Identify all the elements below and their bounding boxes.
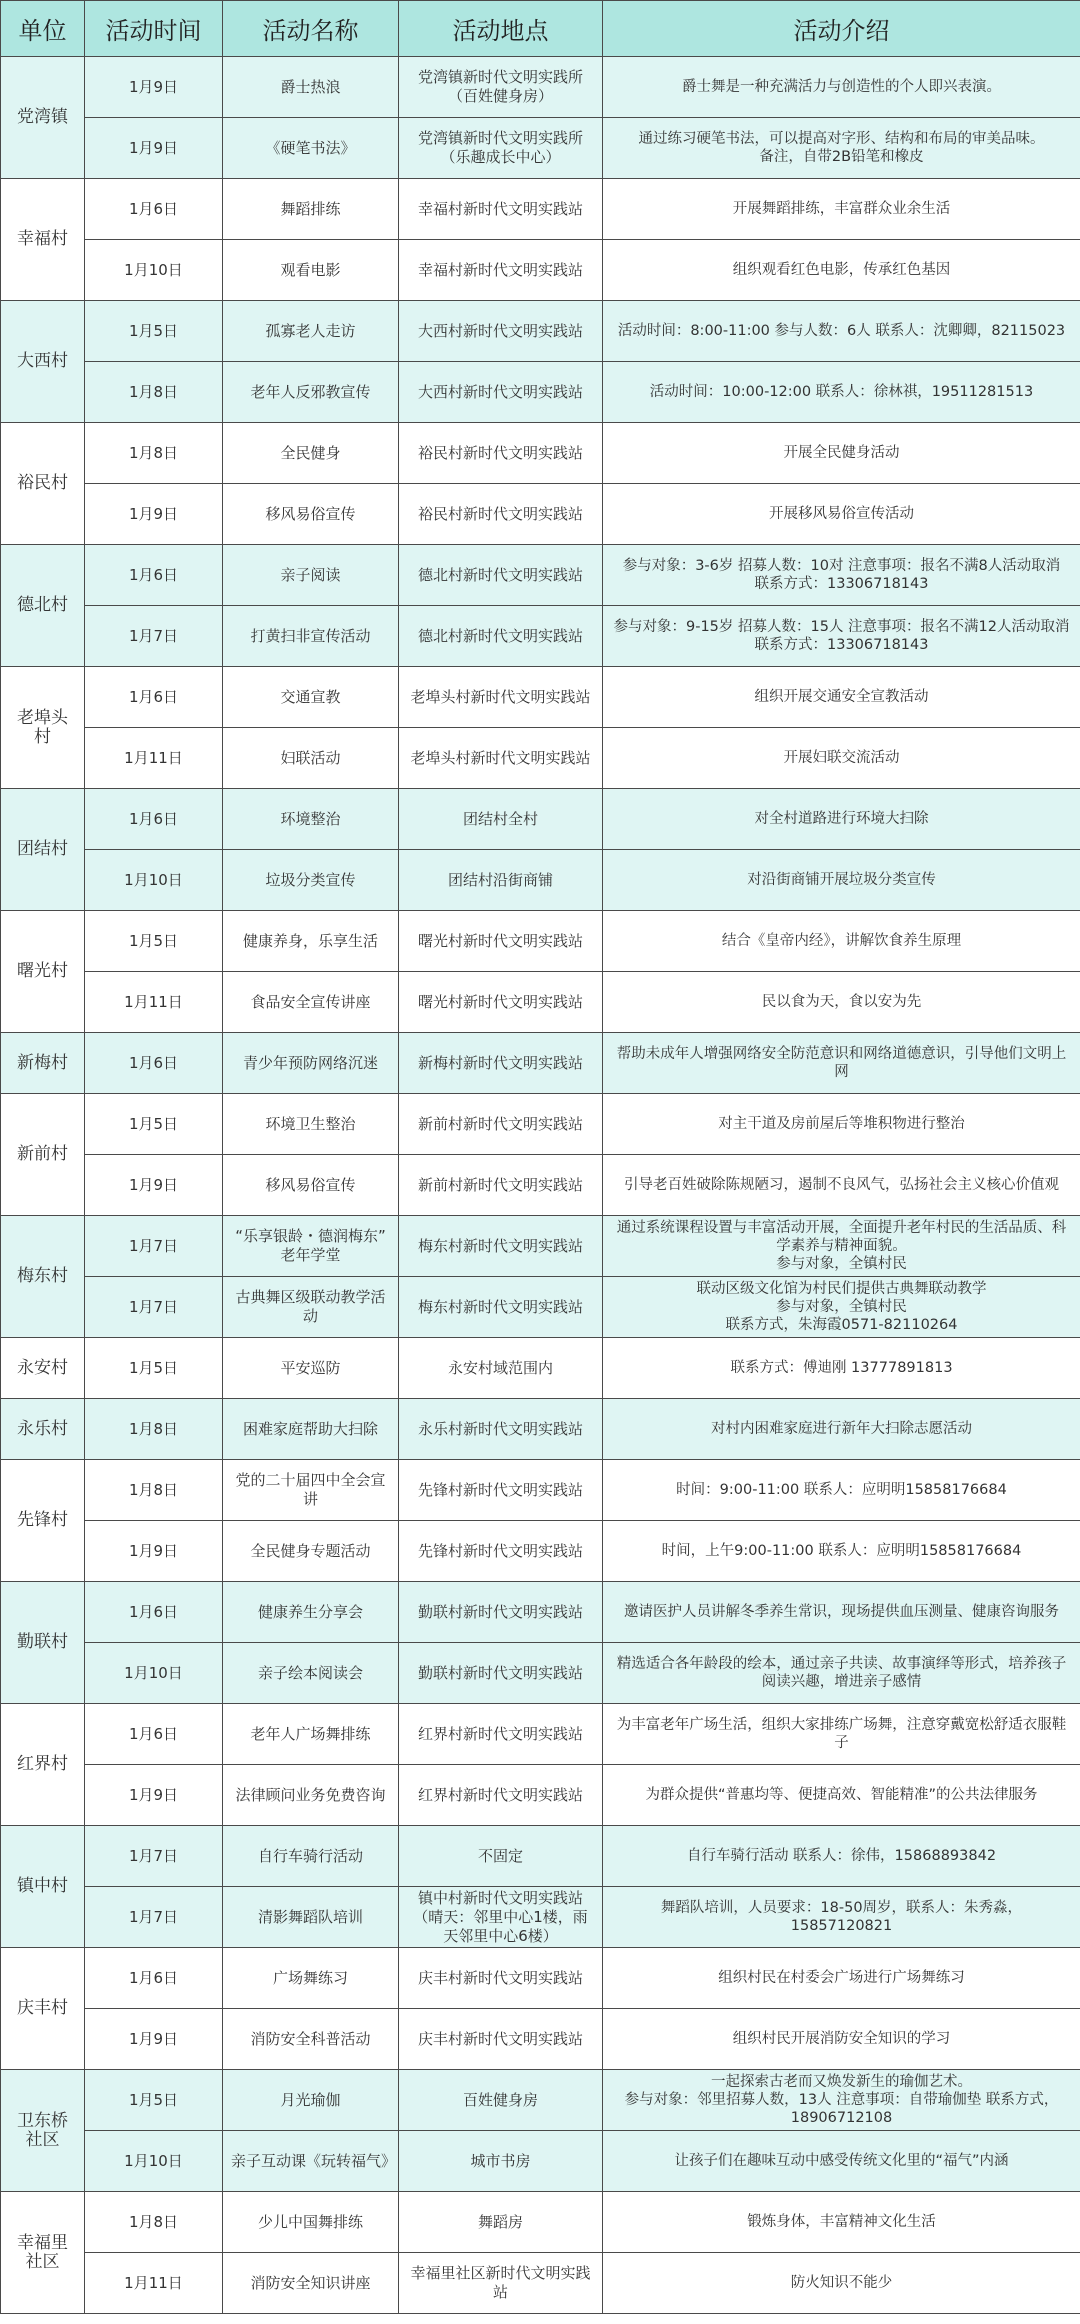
- cell-place: 红界村新时代文明实践站: [399, 1704, 603, 1765]
- cell-date: 1月8日: [85, 362, 223, 423]
- cell-unit: 新前村: [1, 1094, 85, 1216]
- cell-date: 1月10日: [85, 240, 223, 301]
- cell-place: 曙光村新时代文明实践站: [399, 972, 603, 1033]
- table-row: [1, 2009, 1080, 2070]
- cell-place: 新梅村新时代文明实践站: [399, 1033, 603, 1094]
- table-row: [1, 2131, 1080, 2192]
- cell-activity-name: 青少年预防网络沉迷: [223, 1033, 399, 1094]
- cell-activity-name: 法律顾问业务免费咨询: [223, 1765, 399, 1826]
- cell-date: 1月6日: [85, 545, 223, 606]
- cell-intro: 参与对象：9-15岁 招募人数：15人 注意事项：报名不满12人活动取消 联系方式：13306718143: [603, 606, 1080, 667]
- cell-place: 不固定: [399, 1826, 603, 1887]
- cell-unit: 庆丰村: [1, 1948, 85, 2070]
- cell-date: 1月6日: [85, 179, 223, 240]
- cell-activity-name: 交通宣教: [223, 667, 399, 728]
- cell-activity-name: 党的二十届四中全会宣讲: [223, 1460, 399, 1521]
- cell-place: 先锋村新时代文明实践站: [399, 1460, 603, 1521]
- cell-activity-name: 消防安全科普活动: [223, 2009, 399, 2070]
- table-row: [1, 1582, 1080, 1643]
- cell-activity-name: 平安巡防: [223, 1338, 399, 1399]
- cell-activity-name: 观看电影: [223, 240, 399, 301]
- cell-unit: 大西村: [1, 301, 85, 423]
- cell-date: 1月8日: [85, 423, 223, 484]
- cell-unit: 裕民村: [1, 423, 85, 545]
- cell-intro: 活动时间：8:00-11:00 参与人数：6人 联系人：沈卿卿，82115023: [603, 301, 1080, 362]
- table-row: [1, 1643, 1080, 1704]
- cell-place: 德北村新时代文明实践站: [399, 545, 603, 606]
- cell-intro: 开展移风易俗宣传活动: [603, 484, 1080, 545]
- cell-place: 德北村新时代文明实践站: [399, 606, 603, 667]
- cell-place: 新前村新时代文明实践站: [399, 1094, 603, 1155]
- cell-unit: 幸福村: [1, 179, 85, 301]
- table-row: [1, 1521, 1080, 1582]
- cell-date: 1月6日: [85, 1582, 223, 1643]
- cell-date: 1月11日: [85, 2253, 223, 2314]
- cell-place: 裕民村新时代文明实践站: [399, 423, 603, 484]
- cell-unit: 曙光村: [1, 911, 85, 1033]
- cell-intro: 锻炼身体，丰富精神文化生活: [603, 2192, 1080, 2253]
- cell-place: 先锋村新时代文明实践站: [399, 1521, 603, 1582]
- cell-place: 永乐村新时代文明实践站: [399, 1399, 603, 1460]
- cell-activity-name: 健康养生分享会: [223, 1582, 399, 1643]
- cell-activity-name: 自行车骑行活动: [223, 1826, 399, 1887]
- cell-date: 1月6日: [85, 667, 223, 728]
- cell-activity-name: 少儿中国舞排练: [223, 2192, 399, 2253]
- table-row: [1, 57, 1080, 118]
- cell-activity-name: 爵士热浪: [223, 57, 399, 118]
- cell-date: 1月7日: [85, 606, 223, 667]
- cell-place: 团结村沿街商铺: [399, 850, 603, 911]
- table-row: [1, 1094, 1080, 1155]
- cell-intro: 为群众提供“普惠均等、便捷高效、智能精准”的公共法律服务: [603, 1765, 1080, 1826]
- cell-place: 大西村新时代文明实践站: [399, 301, 603, 362]
- table-row: [1, 545, 1080, 606]
- cell-place: 勤联村新时代文明实践站: [399, 1582, 603, 1643]
- cell-intro: 联动区级文化馆为村民们提供古典舞联动教学 参与对象，全镇村民 联系方式，朱海霞0571-82110264: [603, 1277, 1080, 1338]
- cell-activity-name: 食品安全宣传讲座: [223, 972, 399, 1033]
- cell-place: 庆丰村新时代文明实践站: [399, 1948, 603, 2009]
- cell-date: 1月10日: [85, 1643, 223, 1704]
- cell-intro: 开展妇联交流活动: [603, 728, 1080, 789]
- table-row: [1, 118, 1080, 179]
- cell-date: 1月5日: [85, 1338, 223, 1399]
- cell-intro: 爵士舞是一种充满活力与创造性的个人即兴表演。: [603, 57, 1080, 118]
- cell-intro: 舞蹈队培训，人员要求：18-50周岁，联系人：朱秀淼，15857120821: [603, 1887, 1080, 1948]
- cell-place: 百姓健身房: [399, 2070, 603, 2131]
- table-row: [1, 362, 1080, 423]
- cell-unit: 勤联村: [1, 1582, 85, 1704]
- cell-activity-name: 移风易俗宣传: [223, 1155, 399, 1216]
- cell-activity-name: 舞蹈排练: [223, 179, 399, 240]
- cell-intro: 防火知识不能少: [603, 2253, 1080, 2314]
- cell-intro: 精选适合各年龄段的绘本，通过亲子共读、故事演绎等形式，培养孩子阅读兴趣，增进亲子感情: [603, 1643, 1080, 1704]
- header-unit: 单位: [1, 1, 85, 57]
- cell-intro: 对主干道及房前屋后等堆积物进行整治: [603, 1094, 1080, 1155]
- cell-intro: 开展舞蹈排练，丰富群众业余生活: [603, 179, 1080, 240]
- table-row: [1, 179, 1080, 240]
- cell-date: 1月6日: [85, 1948, 223, 2009]
- table-row: [1, 789, 1080, 850]
- table-row: [1, 667, 1080, 728]
- cell-activity-name: 孤寡老人走访: [223, 301, 399, 362]
- cell-activity-name: 月光瑜伽: [223, 2070, 399, 2131]
- table-row: [1, 1948, 1080, 2009]
- cell-unit: 梅东村: [1, 1216, 85, 1338]
- cell-date: 1月10日: [85, 2131, 223, 2192]
- cell-unit: 党湾镇: [1, 57, 85, 179]
- cell-intro: 邀请医护人员讲解冬季养生常识，现场提供血压测量、健康咨询服务: [603, 1582, 1080, 1643]
- cell-intro: 时间：9:00-11:00 联系人：应明明15858176684: [603, 1460, 1080, 1521]
- cell-place: 城市书房: [399, 2131, 603, 2192]
- table-row: [1, 606, 1080, 667]
- cell-activity-name: 移风易俗宣传: [223, 484, 399, 545]
- cell-activity-name: 垃圾分类宣传: [223, 850, 399, 911]
- cell-intro: 让孩子们在趣味互动中感受传统文化里的“福气”内涵: [603, 2131, 1080, 2192]
- cell-place: 舞蹈房: [399, 2192, 603, 2253]
- cell-activity-name: 古典舞区级联动教学活动: [223, 1277, 399, 1338]
- cell-date: 1月5日: [85, 2070, 223, 2131]
- cell-place: 曙光村新时代文明实践站: [399, 911, 603, 972]
- cell-intro: 开展全民健身活动: [603, 423, 1080, 484]
- table-row: [1, 1033, 1080, 1094]
- cell-intro: 对全村道路进行环境大扫除: [603, 789, 1080, 850]
- cell-unit: 永安村: [1, 1338, 85, 1399]
- cell-activity-name: 老年人广场舞排练: [223, 1704, 399, 1765]
- cell-place: 党湾镇新时代文明实践所（乐趣成长中心）: [399, 118, 603, 179]
- cell-unit: 先锋村: [1, 1460, 85, 1582]
- cell-intro: 通过系统课程设置与丰富活动开展，全面提升老年村民的生活品质、科学素养与精神面貌。 参与对象，全镇村民: [603, 1216, 1080, 1277]
- cell-place: 裕民村新时代文明实践站: [399, 484, 603, 545]
- cell-unit: 幸福里社区: [1, 2192, 85, 2314]
- cell-activity-name: 全民健身: [223, 423, 399, 484]
- cell-date: 1月9日: [85, 1521, 223, 1582]
- cell-intro: 组织开展交通安全宣教活动: [603, 667, 1080, 728]
- cell-intro: 组织村民开展消防安全知识的学习: [603, 2009, 1080, 2070]
- cell-place: 镇中村新时代文明实践站（晴天：邻里中心1楼，雨天邻里中心6楼）: [399, 1887, 603, 1948]
- table-row: [1, 1765, 1080, 1826]
- table-row: [1, 1826, 1080, 1887]
- cell-intro: 对沿街商铺开展垃圾分类宣传: [603, 850, 1080, 911]
- cell-date: 1月5日: [85, 301, 223, 362]
- cell-activity-name: 老年人反邪教宣传: [223, 362, 399, 423]
- cell-intro: 一起探索古老而又焕发新生的瑜伽艺术。 参与对象：邻里招募人数，13人 注意事项：自带瑜伽垫 联系方式，18906712108: [603, 2070, 1080, 2131]
- header-name: 活动名称: [223, 1, 399, 57]
- table-row: [1, 1887, 1080, 1948]
- cell-unit: 新梅村: [1, 1033, 85, 1094]
- cell-place: 新前村新时代文明实践站: [399, 1155, 603, 1216]
- cell-activity-name: 清影舞蹈队培训: [223, 1887, 399, 1948]
- cell-place: 老埠头村新时代文明实践站: [399, 728, 603, 789]
- cell-date: 1月10日: [85, 850, 223, 911]
- cell-intro: 参与对象：3-6岁 招募人数：10对 注意事项：报名不满8人活动取消 联系方式：13306718143: [603, 545, 1080, 606]
- table-body: [1, 57, 1080, 2314]
- cell-intro: 民以食为天，食以安为先: [603, 972, 1080, 1033]
- table-row: [1, 911, 1080, 972]
- cell-unit: 团结村: [1, 789, 85, 911]
- table-row: [1, 1155, 1080, 1216]
- cell-date: 1月5日: [85, 1094, 223, 1155]
- table-row: [1, 2192, 1080, 2253]
- table-row: [1, 1460, 1080, 1521]
- cell-activity-name: 妇联活动: [223, 728, 399, 789]
- cell-date: 1月8日: [85, 2192, 223, 2253]
- cell-date: 1月6日: [85, 789, 223, 850]
- cell-activity-name: 广场舞练习: [223, 1948, 399, 2009]
- cell-date: 1月7日: [85, 1887, 223, 1948]
- cell-intro: 帮助未成年人增强网络安全防范意识和网络道德意识，引导他们文明上网: [603, 1033, 1080, 1094]
- cell-date: 1月7日: [85, 1216, 223, 1277]
- cell-activity-name: 《硬笔书法》: [223, 118, 399, 179]
- cell-date: 1月9日: [85, 1765, 223, 1826]
- header-intro: 活动介绍: [603, 1, 1080, 57]
- cell-intro: 结合《皇帝内经》，讲解饮食养生原理: [603, 911, 1080, 972]
- cell-place: 幸福村新时代文明实践站: [399, 179, 603, 240]
- table-row: [1, 484, 1080, 545]
- table-row: [1, 1277, 1080, 1338]
- cell-intro: 联系方式：傅迪刚 13777891813: [603, 1338, 1080, 1399]
- cell-unit: 老埠头村: [1, 667, 85, 789]
- cell-date: 1月9日: [85, 118, 223, 179]
- cell-activity-name: 打黄扫非宣传活动: [223, 606, 399, 667]
- cell-date: 1月6日: [85, 1704, 223, 1765]
- table-row: [1, 1216, 1080, 1277]
- cell-intro: 时间，上午9:00-11:00 联系人：应明明15858176684: [603, 1521, 1080, 1582]
- cell-date: 1月6日: [85, 1033, 223, 1094]
- table-row: [1, 2070, 1080, 2131]
- cell-date: 1月8日: [85, 1460, 223, 1521]
- cell-date: 1月8日: [85, 1399, 223, 1460]
- cell-place: 梅东村新时代文明实践站: [399, 1216, 603, 1277]
- cell-place: 幸福村新时代文明实践站: [399, 240, 603, 301]
- cell-intro: 组织观看红色电影，传承红色基因: [603, 240, 1080, 301]
- cell-date: 1月9日: [85, 57, 223, 118]
- table-row: [1, 423, 1080, 484]
- cell-date: 1月9日: [85, 484, 223, 545]
- cell-intro: 为丰富老年广场生活，组织大家排练广场舞，注意穿戴宽松舒适衣服鞋子: [603, 1704, 1080, 1765]
- cell-place: 老埠头村新时代文明实践站: [399, 667, 603, 728]
- cell-activity-name: 全民健身专题活动: [223, 1521, 399, 1582]
- cell-unit: 红界村: [1, 1704, 85, 1826]
- cell-intro: 活动时间：10:00-12:00 联系人：徐林祺，19511281513: [603, 362, 1080, 423]
- table-row: [1, 1338, 1080, 1399]
- table-row: [1, 972, 1080, 1033]
- cell-place: 幸福里社区新时代文明实践站: [399, 2253, 603, 2314]
- cell-unit: 永乐村: [1, 1399, 85, 1460]
- cell-place: 党湾镇新时代文明实践所（百姓健身房）: [399, 57, 603, 118]
- cell-activity-name: “乐享银龄・德润梅东” 老年学堂: [223, 1216, 399, 1277]
- cell-intro: 组织村民在村委会广场进行广场舞练习: [603, 1948, 1080, 2009]
- table-row: [1, 850, 1080, 911]
- cell-unit: 德北村: [1, 545, 85, 667]
- cell-activity-name: 亲子阅读: [223, 545, 399, 606]
- table-row: [1, 301, 1080, 362]
- cell-intro: 自行车骑行活动 联系人：徐伟，15868893842: [603, 1826, 1080, 1887]
- cell-place: 大西村新时代文明实践站: [399, 362, 603, 423]
- cell-date: 1月11日: [85, 728, 223, 789]
- cell-activity-name: 环境卫生整治: [223, 1094, 399, 1155]
- cell-activity-name: 困难家庭帮助大扫除: [223, 1399, 399, 1460]
- table-header-row: [1, 1, 1080, 57]
- cell-unit: 镇中村: [1, 1826, 85, 1948]
- header-place: 活动地点: [399, 1, 603, 57]
- table-row: [1, 240, 1080, 301]
- table-row: [1, 1399, 1080, 1460]
- table-row: [1, 1704, 1080, 1765]
- cell-activity-name: 亲子绘本阅读会: [223, 1643, 399, 1704]
- cell-place: 团结村全村: [399, 789, 603, 850]
- cell-place: 庆丰村新时代文明实践站: [399, 2009, 603, 2070]
- cell-activity-name: 环境整治: [223, 789, 399, 850]
- cell-place: 永安村域范围内: [399, 1338, 603, 1399]
- cell-intro: 对村内困难家庭进行新年大扫除志愿活动: [603, 1399, 1080, 1460]
- table-row: [1, 2253, 1080, 2314]
- cell-date: 1月7日: [85, 1826, 223, 1887]
- cell-date: 1月11日: [85, 972, 223, 1033]
- cell-place: 梅东村新时代文明实践站: [399, 1277, 603, 1338]
- cell-date: 1月9日: [85, 2009, 223, 2070]
- cell-date: 1月9日: [85, 1155, 223, 1216]
- cell-place: 红界村新时代文明实践站: [399, 1765, 603, 1826]
- cell-activity-name: 亲子互动课《玩转福气》: [223, 2131, 399, 2192]
- cell-intro: 引导老百姓破除陈规陋习，遏制不良风气，弘扬社会主义核心价值观: [603, 1155, 1080, 1216]
- cell-date: 1月7日: [85, 1277, 223, 1338]
- cell-activity-name: 健康养身，乐享生活: [223, 911, 399, 972]
- table-row: [1, 728, 1080, 789]
- cell-activity-name: 消防安全知识讲座: [223, 2253, 399, 2314]
- cell-date: 1月5日: [85, 911, 223, 972]
- header-date: 活动时间: [85, 1, 223, 57]
- cell-place: 勤联村新时代文明实践站: [399, 1643, 603, 1704]
- cell-unit: 卫东桥社区: [1, 2070, 85, 2192]
- cell-intro: 通过练习硬笔书法，可以提高对字形、结构和布局的审美品味。 备注，自带2B铅笔和橡皮: [603, 118, 1080, 179]
